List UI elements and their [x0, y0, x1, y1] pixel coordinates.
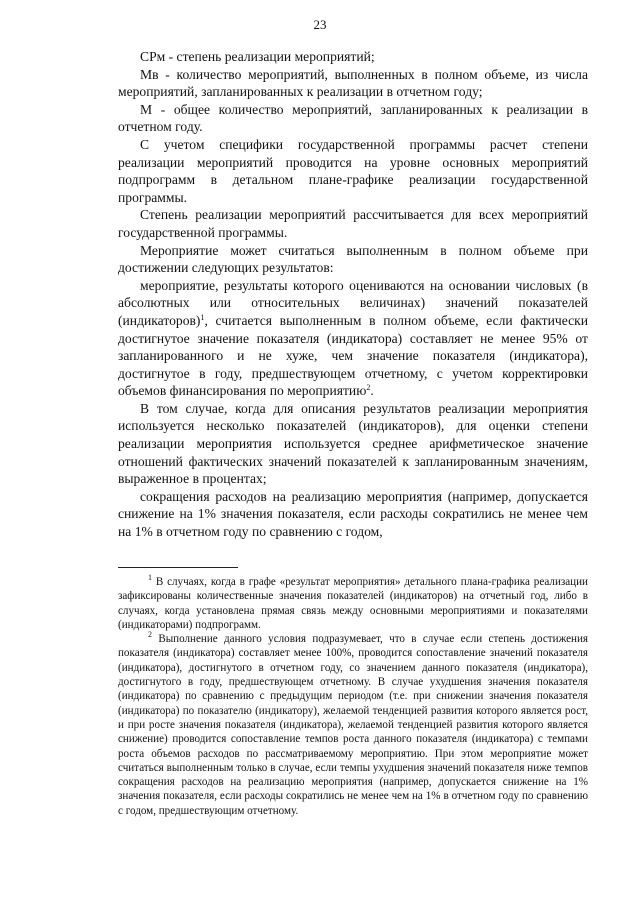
paragraph-multiple-indicators: В том случае, когда для описания результатов реализации мероприятия используется несколько показателей (индикаторов), для оценки степени реализации мероприятия используется среднее арифметическое значение отношений фактических значений показателей к запланированным значениям, выраженное в процентах;	[118, 400, 588, 487]
paragraph-definition-m: М - общее количество мероприятий, запланированных к реализации в отчетном году.	[118, 101, 588, 135]
footnotes	[118, 575, 588, 818]
footnote-ref-1: 1	[200, 312, 205, 322]
page-number: 23	[313, 17, 327, 32]
paragraph-program-specifics: С учетом специфики государственной программы расчет степени реализации мероприятий проводится на уровне основных мероприятий подпрограмм в детальном плане-графике реализации государственной программы.	[118, 136, 588, 205]
footnote-text-2: Выполнение данного условия подразумевает, что в случае если степень достижения показателя (индикатора) составляет менее 100%, проводится сопоставление значений показателя (индикатора), достигнутого в отчетном году, со значением данного показателя (индикатора), достигнутого в году, предшествующем отчетному. В случае ухудшения значения показателя (индикатора) по сравнению с предыдущим периодом (т.е. при снижении значения показателя (индикатора) по показателю (индикатору), желаемой тенденцией развития которого является рост, и при росте значения показателя (индикатора), желаемой тенденцией развития которого является снижение) проводится сопоставление темпов роста данного показателя (индикатора) с темпами роста объемов расходов по рассматриваемому мероприятию. При этом мероприятие может считаться выполненным только в случае, если темпы ухудшения значений показателя ниже темпов сокращения расходов на реализацию мероприятия (например, допускается снижение на 1% значения показателя, если расходы сократились не менее чем на 1% в отчетном году по сравнению с годом, предшествующим отчетному.	[118, 633, 588, 817]
paragraph-expense-reduction: сокращения расходов на реализацию мероприятия (например, допускается снижение на 1% значения показателя, если расходы сократились не менее чем на 1% в отчетном году по сравнению с годом,	[118, 488, 588, 540]
body-text	[118, 48, 588, 541]
footnote-2	[118, 632, 588, 818]
footnote-1	[118, 575, 588, 632]
footnote-separator	[118, 567, 238, 568]
paragraph-definition-mv: Мв - количество мероприятий, выполненных в полном объеме, из числа мероприятий, запланированных к реализации в отчетном году;	[118, 66, 588, 100]
footnote-text-1: В случаях, когда в графе «результат мероприятия» детального плана-графика реализации зафиксированы количественные значения показателей (индикаторов) на отчетный год, либо в случаях, когда установлена прямая связь между основными мероприятиями и показателями (индикаторами) подпрограмм.	[118, 576, 588, 631]
numeric-indicators-text-2: , считается выполненным в полном объеме, если фактически достигнутое значение показателя (индикатора) составляет не менее 95% от запланированного и не хуже, чем значение показателя (индикатора), достигнутое в году, предшествующем отчетному, с учетом корректировки объемов финансирования по мероприятию	[118, 312, 588, 399]
footnote-mark-2: 2	[148, 630, 152, 640]
paragraph-numeric-indicators	[118, 277, 588, 400]
paragraph-completion-criteria: Мероприятие может считаться выполненным в полном объеме при достижении следующих результатов:	[118, 242, 588, 276]
numeric-indicators-text-1: мероприятие, результаты которого оцениваются на основании числовых (в абсолютных или относительных величинах) значений показателей (индикаторов)	[118, 277, 588, 328]
numeric-indicators-text-3: .	[370, 383, 374, 399]
paragraph-definition-srm: СРм - степень реализации мероприятий;	[140, 49, 375, 64]
footnote-ref-2: 2	[366, 383, 371, 393]
paragraph-degree-calculation: Степень реализации мероприятий рассчитывается для всех мероприятий государственной программы.	[118, 207, 588, 240]
footnote-mark-1: 1	[148, 573, 152, 582]
